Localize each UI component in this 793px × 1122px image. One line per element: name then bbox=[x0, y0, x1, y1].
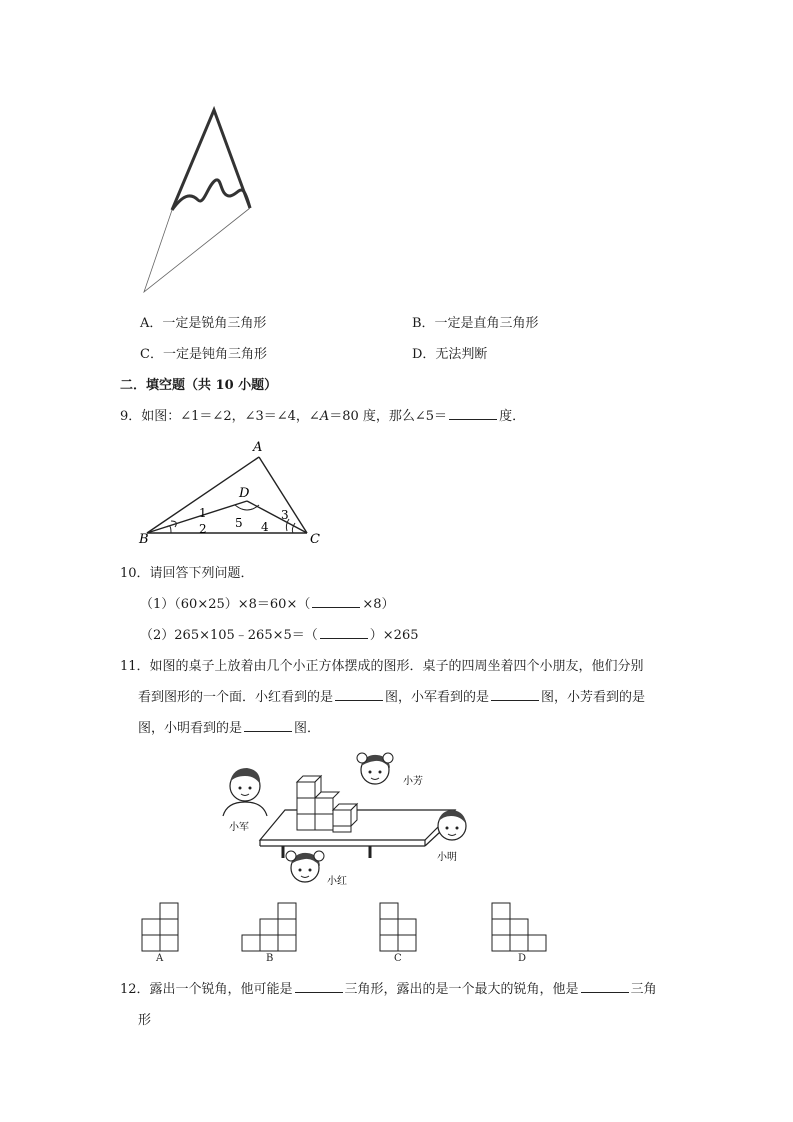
q12-line1-b: 三角形，露出的是一个最大的锐角，他是 bbox=[344, 982, 579, 997]
label-xiaofang: 小芳 bbox=[403, 776, 423, 787]
q9-mid: ＝80 度，那么∠5＝ bbox=[329, 409, 448, 424]
q11-xiaojun-blank[interactable] bbox=[491, 688, 539, 701]
q9-label-a: A bbox=[253, 440, 263, 455]
q9-suffix: 度． bbox=[499, 409, 526, 424]
q8-option-a: A．一定是锐角三角形 bbox=[140, 316, 267, 331]
q9-label-2: 2 bbox=[199, 522, 207, 536]
q10-part1-before: （1）（60×25）×8＝60×（ bbox=[140, 597, 311, 612]
q9-var-a: A bbox=[319, 409, 330, 424]
xiaofang-figure bbox=[357, 753, 423, 787]
q9-prefix: 9．如图：∠1＝∠2，∠3＝∠4，∠ bbox=[120, 409, 320, 424]
q9-text bbox=[120, 405, 525, 424]
q11-line2-a: 看到图形的一个面．小红看到的是 bbox=[138, 690, 334, 705]
xiaoming-figure bbox=[437, 810, 466, 863]
q11-line2 bbox=[138, 686, 645, 705]
view-b-label: B bbox=[266, 953, 274, 964]
q11-line2-b: 图，小军看到的是 bbox=[385, 690, 490, 705]
q8-triangle-figure bbox=[130, 100, 270, 300]
q8-option-b: B．一定是直角三角形 bbox=[412, 316, 539, 331]
q9-label-b: B bbox=[139, 532, 149, 547]
view-a bbox=[142, 903, 178, 964]
q9-triangle-figure bbox=[135, 435, 335, 550]
q10-part2-after: ）×265 bbox=[369, 628, 419, 643]
q10-part1-after: ×8） bbox=[362, 597, 395, 612]
q12-line2: 形 bbox=[138, 1013, 152, 1028]
q9-label-c: C bbox=[310, 532, 320, 547]
view-b bbox=[242, 903, 296, 964]
q11-view-options bbox=[140, 895, 560, 965]
q11-xiaohong-blank[interactable] bbox=[335, 688, 383, 701]
q12-blank-2[interactable] bbox=[581, 980, 629, 993]
q11-line3-a: 图，小明看到的是 bbox=[138, 721, 243, 736]
cube-stack bbox=[297, 776, 357, 832]
q11-line3-b: 图． bbox=[294, 721, 321, 736]
q11-table-illustration bbox=[215, 748, 535, 893]
view-c bbox=[380, 903, 416, 964]
xiaohong-figure bbox=[286, 851, 347, 887]
label-xiaoming: 小明 bbox=[437, 852, 457, 863]
view-c-label: C bbox=[394, 953, 402, 964]
q11-line2-c: 图，小芳看到的是 bbox=[541, 690, 646, 705]
q12-line1 bbox=[120, 978, 657, 997]
q12-blank-1[interactable] bbox=[295, 980, 343, 993]
q10-part2-before: （2）265×105﹣265×5＝（ bbox=[140, 628, 318, 643]
q10-part2 bbox=[140, 624, 419, 643]
view-a-label: A bbox=[156, 953, 164, 964]
q8-option-c: C．一定是钝角三角形 bbox=[140, 347, 267, 362]
label-xiaohong: 小红 bbox=[327, 876, 347, 887]
q9-label-5: 5 bbox=[235, 516, 243, 530]
q9-label-1: 1 bbox=[199, 506, 207, 520]
view-d-label: D bbox=[518, 953, 527, 964]
q12-line1-c: 三角 bbox=[630, 982, 657, 997]
view-d bbox=[492, 903, 546, 964]
q10-part1 bbox=[140, 593, 395, 612]
section-heading: 二．填空题（共 10 小题） bbox=[120, 378, 278, 393]
q9-label-4: 4 bbox=[261, 520, 269, 534]
q10-part1-blank[interactable] bbox=[312, 595, 360, 608]
q12-line1-a: 12．露出一个锐角，他可能是 bbox=[120, 982, 293, 997]
xiaojun-figure bbox=[223, 768, 267, 833]
q11-xiaoming-blank[interactable] bbox=[244, 719, 292, 732]
q9-label-d: D bbox=[239, 486, 250, 501]
q10-prompt: 10．请回答下列问题． bbox=[120, 566, 254, 581]
q8-option-d: D．无法判断 bbox=[412, 347, 488, 362]
q10-part2-blank[interactable] bbox=[320, 626, 368, 639]
q9-label-3: 3 bbox=[281, 508, 289, 522]
q11-line1: 11．如图的桌子上放着由几个小正方体摆成的图形．桌子的四周坐着四个小朋友，他们分别 bbox=[120, 659, 644, 674]
q11-line3 bbox=[138, 717, 320, 736]
q9-answer-blank[interactable] bbox=[449, 407, 497, 420]
label-xiaojun: 小军 bbox=[229, 822, 249, 833]
